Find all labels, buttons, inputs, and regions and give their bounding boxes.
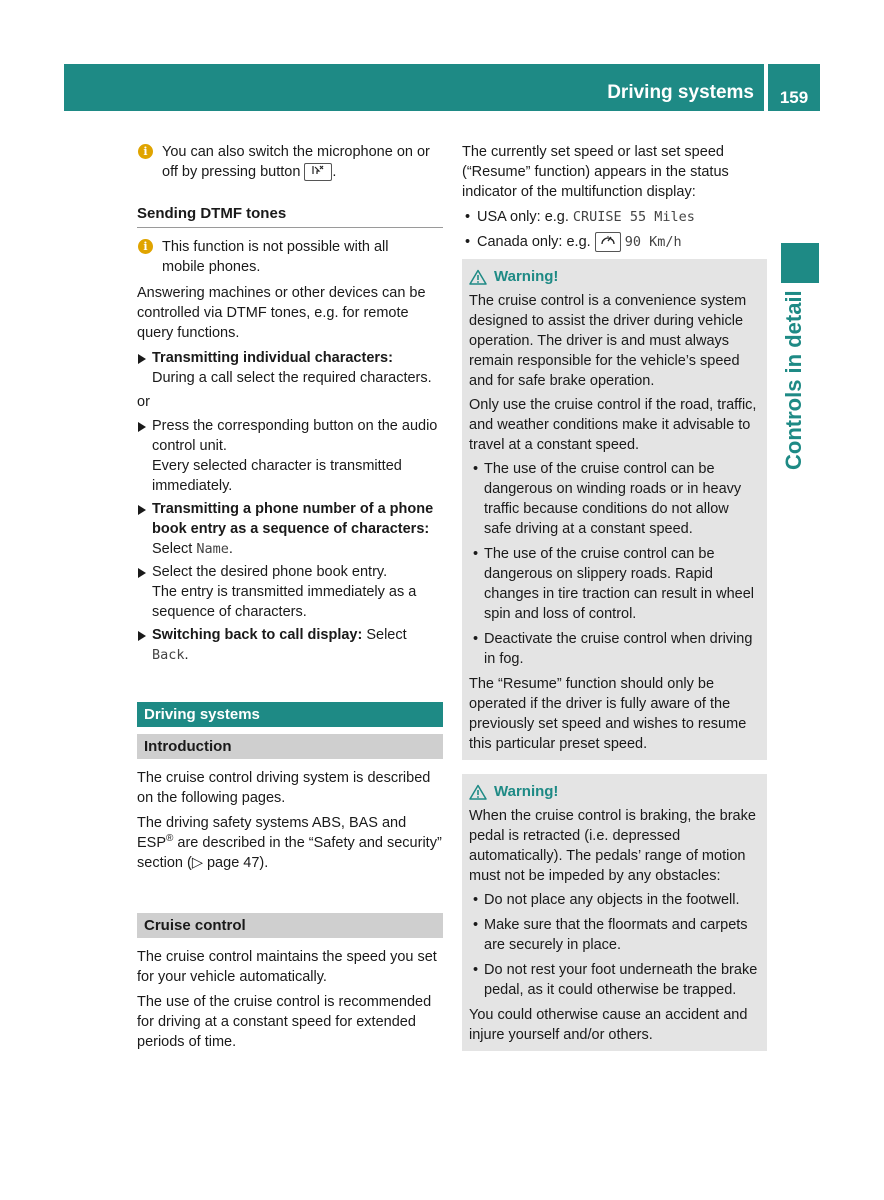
info-note-dtmf xyxy=(137,237,443,277)
intro-paragraph: The cruise control driving system is described on the following pages. xyxy=(137,770,431,806)
cruise-control-icon xyxy=(595,232,621,252)
or-label: or xyxy=(137,394,150,410)
step-item: Transmitting a phone number of a phone book entry as a sequence of characters: Select Name. xyxy=(137,499,443,559)
intro-paragraph-2: The driving safety systems ABS, BAS and ESP® are described in the “Safety and security” section (▷ page 47). xyxy=(137,815,442,871)
list-item: • Make sure that the floormats and carpets are securely in place. xyxy=(473,917,748,954)
side-tab xyxy=(780,290,820,670)
warning-box xyxy=(462,259,767,760)
list-item: • The use of the cruise control can be dangerous on slippery roads. Rapid changes in tire traction can result in wheel spin and loss of control. xyxy=(473,546,755,623)
cruise-paragraph-2: The use of the cruise control is recommended for driving at a constant speed for extended periods of time. xyxy=(137,994,432,1050)
cruise-paragraph: The cruise control maintains the speed you set for your vehicle automatically. xyxy=(137,949,437,985)
side-tab-marker xyxy=(781,243,819,283)
left-column xyxy=(137,142,443,1057)
warning-triangle-icon xyxy=(469,784,487,800)
header-bar xyxy=(64,64,764,111)
step-arrow-icon xyxy=(138,422,146,432)
warning-triangle-icon xyxy=(469,269,487,285)
warning-paragraph: The “Resume” function should only be operated if the driver is fully aware of the previously set speed and wishes to resume this particular preset speed. xyxy=(469,676,747,753)
section-title: Driving systems xyxy=(607,82,754,103)
list-item: • Do not place any objects in the footwell. xyxy=(473,892,740,909)
microphone-button-icon xyxy=(304,163,332,181)
page-number: 159 xyxy=(768,64,820,111)
warning-paragraph: Only use the cruise control if the road, traffic, and weather conditions make it advisable to travel at a constant speed. xyxy=(469,397,757,454)
cruise-control-heading: Cruise control xyxy=(137,913,443,938)
step-item: Transmitting individual characters: During a call select the required characters. xyxy=(137,348,443,388)
info-text: This function is not possible with all mobile phones. xyxy=(162,239,389,275)
introduction-heading: Introduction xyxy=(137,734,443,759)
info-icon: i xyxy=(138,239,153,254)
list-item: • The use of the cruise control can be dangerous on winding roads or in heavy traffic because conditions do not allow safe driving at a constant speed. xyxy=(473,461,742,538)
dtmf-heading: Sending DTMF tones xyxy=(137,204,443,228)
warning-title: Warning! xyxy=(469,782,760,802)
info-note-microphone xyxy=(137,142,443,182)
warning-title: Warning! xyxy=(469,267,760,287)
list-item: • Do not rest your foot underneath the brake pedal, as it could otherwise be trapped. xyxy=(473,962,758,999)
page-ref-arrow-icon: ▷ xyxy=(191,855,203,871)
list-item-usa: • USA only: e.g. CRUISE 55 Miles xyxy=(465,209,695,225)
step-arrow-icon xyxy=(138,354,146,364)
right-column xyxy=(462,142,767,1051)
info-icon: i xyxy=(138,144,153,159)
warning-paragraph: You could otherwise cause an accident and injure yourself and/or others. xyxy=(469,1007,748,1044)
list-item: • Deactivate the cruise control when driving in fog. xyxy=(473,631,753,668)
step-item: Press the corresponding button on the audio control unit. Every selected character is transmitted immediately. xyxy=(137,416,443,496)
step-arrow-icon xyxy=(138,505,146,515)
warning-paragraph: The cruise control is a convenience system designed to assist the driver during vehicle operation. The driver is and must always remain responsible for the vehicle’s speed and for safe brake operation. xyxy=(469,293,747,390)
step-item: Switching back to call display: Select Back. xyxy=(137,625,443,665)
list-item-canada: • Canada only: e.g. 90 Km/h xyxy=(462,232,767,252)
step-item: Select the desired phone book entry. The entry is transmitted immediately as a sequence of characters. xyxy=(137,562,443,622)
warning-paragraph: When the cruise control is braking, the brake pedal is retracted (i.e. depressed automatically). The pedals’ range of motion must not be impeded by any obstacles: xyxy=(469,808,756,885)
side-tab-label: Controls in detail xyxy=(781,290,806,470)
info-text: You can also switch the microphone on or off by pressing button . xyxy=(162,144,430,180)
driving-systems-heading: Driving systems xyxy=(137,702,443,727)
step-arrow-icon xyxy=(138,631,146,641)
speed-display-paragraph: The currently set speed or last set speed (“Resume” function) appears in the status indicator of the multifunction display: xyxy=(462,144,729,200)
step-arrow-icon xyxy=(138,568,146,578)
warning-box xyxy=(462,774,767,1051)
dtmf-paragraph: Answering machines or other devices can be controlled via DTMF tones, e.g. for remote query functions. xyxy=(137,285,426,341)
